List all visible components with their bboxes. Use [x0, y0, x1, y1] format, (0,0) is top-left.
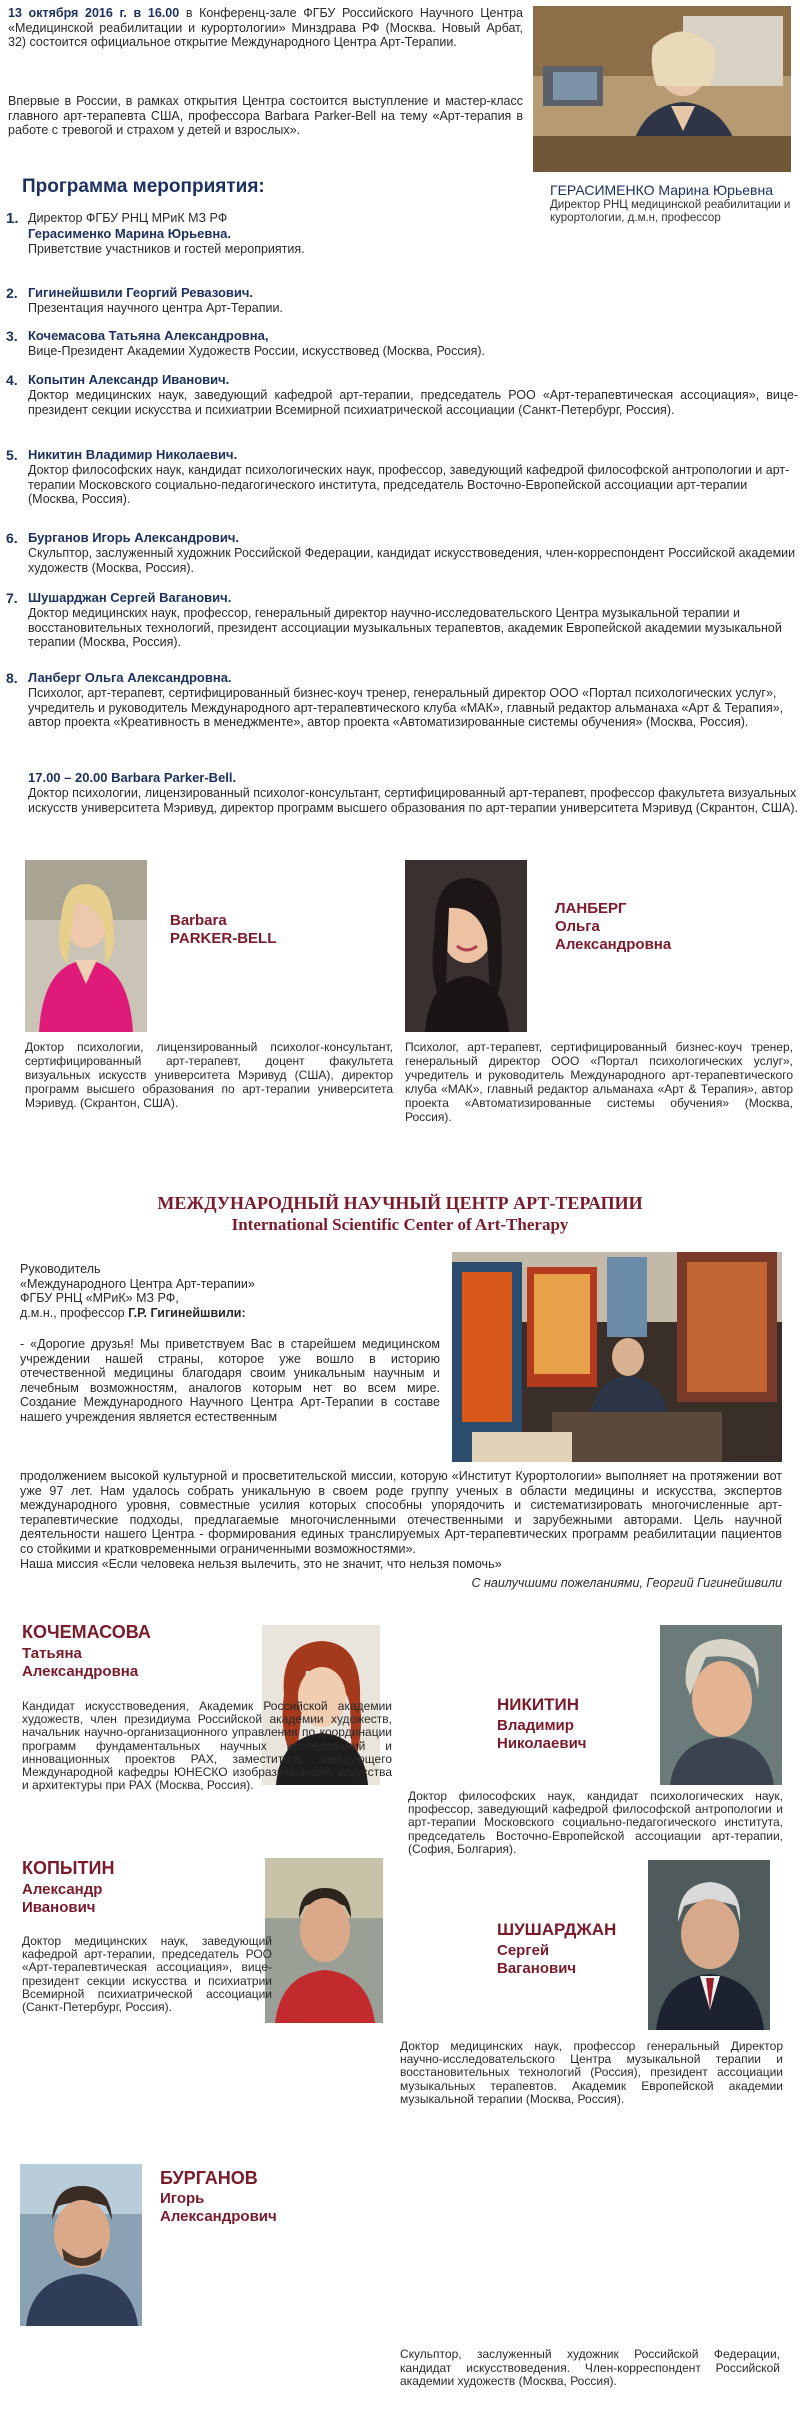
gerasimenko-name: ГЕРАСИМЕНКО Марина Юрьевна	[550, 182, 773, 198]
center-head-line: «Международного Центра Арт-терапии»	[20, 1276, 255, 1291]
program-item-desc: Презентация научного центра Арт-Терапии.	[28, 301, 283, 315]
center-title-ru: МЕЖДУНАРОДНЫЙ НАУЧНЫЙ ЦЕНТР АРТ-ТЕРАПИИ	[157, 1193, 643, 1213]
program-item-number: 2.	[6, 285, 18, 301]
center-signature: С наилучшими пожеланиями, Георгий Гигинейшвили	[471, 1576, 782, 1590]
program-item-name: Копытин Александр Иванович.	[28, 372, 230, 387]
program-item-number: 8.	[6, 670, 18, 686]
lanberg-photo	[405, 860, 527, 1032]
intro-paragraph	[8, 6, 523, 50]
kochemasova-last-name: КОЧЕМАСОВА	[22, 1622, 151, 1642]
burganov-first-name: Игорь	[160, 2190, 205, 2207]
program-item-name: Кочемасова Татьяна Александровна,	[28, 328, 269, 343]
program-item-number: 1.	[6, 210, 19, 227]
lanberg-bio: Психолог, арт-терапевт, сертифицированный бизнес-коуч тренер, генеральный директор ООО «Портал психологических услуг», учредитель и руководитель Международного арт-терапевтического клуба «МАК», главный редактор альманаха «Арт & Терапия», автор проекта «Автоматизированные системы обучения» (Москва, Россия).	[405, 1040, 793, 1124]
lanberg-middle-name: Александровна	[555, 936, 672, 953]
shushardzhan-first-name: Сергей	[497, 1942, 550, 1959]
kopytin-bio: Доктор медицинских наук, заведующий кафедрой арт-терапии, председатель РОО «Арт-терапевтическая ассоциация», вице-президент секции искусства и психиатрии Всемирной психиатрической ассоциации (Санкт-Петербург, Россия).	[22, 1934, 272, 2015]
program-item-name: Ланберг Ольга Александровна.	[28, 670, 232, 685]
intro-text: в Конференц-зале ФГБУ Российского Научного Центра «Медицинской реабилитации и курортологии» Минздрава РФ (Москва. Новый Арбат, 32) состоится официальное открытие Международного Центра Арт-Терапии.	[8, 6, 523, 50]
program-item-name: 17.00 – 20.00 Barbara Parker-Bell.	[28, 770, 237, 785]
program-item-desc: Доктор философских наук, кандидат психологических наук, профессор, заведующий кафедрой философской антропологии и арт-терапии Московского социально-педагогического института, председатель Восточно-Европейской ассоциации арт-терапии (Москва, Россия).	[28, 463, 790, 507]
program-item-number: 5.	[6, 447, 18, 463]
gerasimenko-photo	[533, 6, 791, 172]
program-item-name: Гигинейшвили Георгий Ревазович.	[28, 285, 254, 300]
kopytin-middle-name: Иванович	[22, 1899, 96, 1916]
program-title: Программа мероприятия:	[22, 176, 265, 197]
nikitin-middle-name: Николаевич	[497, 1735, 587, 1752]
kopytin-first-name: Александр	[22, 1881, 103, 1898]
shushardzhan-middle-name: Ваганович	[497, 1960, 577, 1977]
nikitin-bio: Доктор философских наук, кандидат психологических наук, профессор, заведующий кафедрой философской антропологии и арт-терапии Московского социально-педагогического института, председатель Восточно-Европейской ассоциации арт-терапии, (София, Болгария).	[408, 1789, 783, 1856]
center-head-name: Г.Р. Гигинейшвили:	[128, 1305, 246, 1320]
giginejshvili-photo	[452, 1252, 782, 1462]
program-item-number: 6.	[6, 530, 18, 546]
center-title-en: International Scientific Center of Art-Therapy	[231, 1215, 569, 1234]
burganov-last-name: БУРГАНОВ	[160, 2168, 258, 2188]
gerasimenko-caption: Директор РНЦ медицинской реабилитации и курортологии, д.м.н, профессор	[550, 199, 791, 224]
center-mission: Наша миссия «Если человека нельзя вылечить, это не значит, что нельзя помочь»	[20, 1557, 502, 1571]
program-item-desc: Вице-Президент Академии Художеств России, искусствовед (Москва, Россия).	[28, 344, 485, 358]
intro-paragraph-2: Впервые в России, в рамках открытия Центра состоится выступление и мастер-класс главного арт-терапевта США, профессора Barbara Parker-Bell на тему «Арт-терапия в работе с тревогой и страхом у детей и взрослых».	[8, 94, 523, 138]
kochemasova-first-name: Татьяна	[22, 1645, 82, 1662]
nikitin-photo	[660, 1625, 782, 1785]
program-item-1	[6, 210, 796, 270]
event-date: 13 октября 2016 г. в 16.00	[8, 6, 180, 20]
nikitin-last-name: НИКИТИН	[497, 1695, 579, 1714]
program-item-number: 7.	[6, 590, 18, 606]
program-item-desc: Доктор психологии, лицензированный психолог-консультант, сертифицированный арт-терапевт, профессор факультета визуальных искусств университета Мэривуд, директор программ высшего образования по арт-терапии университета Мэривуд (Скрантон, США).	[28, 786, 799, 815]
shushardzhan-photo	[648, 1860, 770, 2030]
center-head-degree: д.м.н., профессор	[20, 1305, 129, 1320]
nikitin-first-name: Владимир	[497, 1717, 574, 1734]
burganov-photo	[20, 2164, 142, 2326]
kochemasova-bio: Кандидат искусствоведения, Академик Российской академии художеств, член президиума Российской академии художеств, начальник научно-организационного управления по координации программ фундаментальных научных исследований и инновационных проектов РАХ, заместитель заведующего Международной кафедры ЮНЕСКО изобразительного искусства и архитектуры при РАХ (Москва, Россия).	[22, 1699, 392, 1793]
program-item-desc: Приветствие участников и гостей мероприятия.	[28, 242, 305, 256]
program-item-desc: Психолог, арт-терапевт, сертифицированный бизнес-коуч тренер, генеральный директор ООО «Портал психологических услуг», учредитель и руководитель Международного арт-терапевтического клуба «МАК», главный редактор альманаха «Арт & Терапия», автор проекта «Креативность в менеджменте», автор проекта «Автоматизированные системы обучения» (Москва, Россия).	[28, 686, 784, 730]
center-speech-top: - «Дорогие друзья! Мы приветствуем Вас в старейшем медицинском учреждении нашей страны, которое уже вошло в историю отечественной медицины благодаря своим уникальным научным и лечебным возможностям, аналогов которым нет во всем мире. Создание Международного Научного Центра Арт-Терапии в составе нашего учреждения является естественным	[20, 1337, 440, 1424]
barbara-first-name: Barbara	[170, 912, 227, 929]
program-item-name: Никитин Владимир Николаевич.	[28, 447, 238, 462]
program-item-desc: Доктор медицинских наук, профессор, генеральный директор научно-исследовательского Центра музыкальной терапии и восстановительных технологий, президент ассоциации музыкальных терапевтов, академик Европейской академии музыкальной терапии (Москва, Россия).	[28, 606, 782, 650]
center-head	[20, 1262, 440, 1320]
program-item-desc: Доктор медицинских наук, заведующий кафедрой арт-терапии, председатель РОО «Арт-терапевтическая ассоциация», вице-президент секции искусства и психиатрии Всемирной психиатрической ассоциации (Санкт-Петербург, Россия).	[28, 388, 798, 417]
burganov-bio: Скульптор, заслуженный художник Российской Федерации, кандидат искусствоведения. Член-корреспондент Российской академии художеств (Москва, Россия).	[400, 2347, 780, 2389]
center-head-line: Руководитель	[20, 1262, 101, 1276]
kopytin-last-name: КОПЫТИН	[22, 1858, 115, 1878]
lanberg-first-name: Ольга	[555, 918, 600, 935]
program-item-name: Бурганов Игорь Александрович.	[28, 530, 240, 545]
kopytin-photo	[265, 1858, 383, 2023]
program-item-desc: Скульптор, заслуженный художник Российской Федерации, кандидат искусствоведения, член-корреспондент Российской академии художеств (Москва, Россия).	[28, 546, 796, 575]
program-item-name: Шушарджан Сергей Ваганович.	[28, 590, 232, 605]
shushardzhan-bio: Доктор медицинских наук, профессор генеральный Директор научно-исследовательского Центра музыкальной терапии и восстановительных технологий (Россия), президент ассоциации музыкальных терапевтов. Академик Европейской академии музыкальной терапии (Москва, Россия).	[400, 2039, 783, 2106]
lanberg-last-name: ЛАНБЕРГ	[555, 900, 627, 917]
center-speech-full: продолжением высокой культурной и просветительской миссии, которую «Институт Курортологии» выполняет на протяжении вот уже 97 лет. Нам удалось собрать уникальную в своем роде группу ученых в области медицины и искусства, экспертов международного уровня, совместные усилия которых способны упорядочить и систематизировать многочисленные арт-терапевтические подходы, предлагаемые многочисленными отечественными и зарубежными авторами. Цель научной деятельности нашего Центра - формирования единых транслируемых Арт-терапевтических программ реабилитации пациентов со стойкими и кратковременными ограниченными возможностями».	[20, 1469, 782, 1556]
program-item-number: 4.	[6, 372, 18, 388]
barbara-photo	[25, 860, 147, 1032]
shushardzhan-last-name: ШУШАРДЖАН	[497, 1920, 617, 1939]
burganov-middle-name: Александрович	[160, 2208, 277, 2225]
program-item-name: Герасименко Марина Юрьевна.	[28, 226, 232, 241]
barbara-bio: Доктор психологии, лицензированный психолог-консультант, сертифицированный арт-терапевт, доцент факультета визуальных искусств университета Мэривуд (США), директор программ высшего образования по арт-терапии университета Мэривуд. (Скрантон, США).	[25, 1040, 393, 1110]
kochemasova-middle-name: Александровна	[22, 1663, 139, 1680]
program-item-number: 3.	[6, 328, 18, 344]
barbara-last-name: PARKER-BELL	[170, 930, 277, 947]
program-item-role: Директор ФГБУ РНЦ МРиК МЗ РФ	[28, 211, 228, 225]
center-head-line: ФГБУ РНЦ «МРиК» МЗ РФ,	[20, 1291, 179, 1306]
